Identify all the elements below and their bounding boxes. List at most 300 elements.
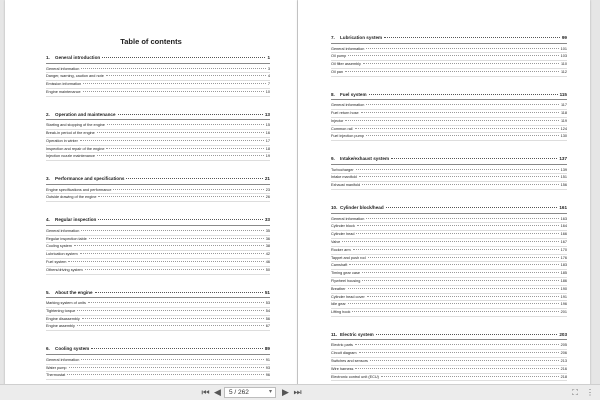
section-page-number: 89: [264, 346, 270, 352]
document-page-right: [298, 0, 590, 400]
entry-title: Lifting hook: [331, 310, 351, 315]
leader-dots: [81, 359, 263, 360]
toc-entry[interactable]: [46, 236, 270, 244]
leader-dots: [85, 269, 264, 270]
toc-entry[interactable]: [46, 194, 270, 202]
entry-page-number: 163: [560, 216, 567, 221]
leader-dots: [81, 68, 266, 69]
entry-title: Break-in period of the engine: [46, 130, 95, 135]
entry-page-number: 53: [265, 301, 270, 306]
leader-dots: [366, 218, 558, 219]
leader-dots: [391, 158, 557, 159]
entry-title: Marking system of units: [46, 301, 86, 306]
toc-entry[interactable]: [331, 53, 567, 61]
toc-section-heading[interactable]: [331, 156, 567, 162]
toc-entry[interactable]: [46, 81, 270, 89]
leader-dots: [77, 310, 263, 311]
entry-page-number: 124: [560, 126, 567, 131]
toc-section: [46, 217, 270, 274]
toc-section: [46, 176, 270, 202]
entry-title: Wire harness: [331, 366, 354, 371]
toc-section: [331, 92, 567, 141]
leader-dots: [118, 114, 263, 115]
entry-title: Starting and stopping of the engine: [46, 123, 105, 128]
entry-page-number: 156: [560, 183, 567, 188]
entry-title: Operation in winter: [46, 138, 78, 143]
toc-entry[interactable]: [46, 323, 270, 331]
toc-entry[interactable]: [331, 262, 567, 270]
entry-title: Electronic control unit (ECU): [331, 374, 379, 379]
toc-section-heading[interactable]: [46, 217, 270, 223]
toc-sections-right: [331, 35, 567, 396]
toc-entry[interactable]: [331, 358, 567, 366]
toc-section: [46, 346, 270, 380]
entry-page-number: 42: [265, 252, 270, 257]
section-number: 3.: [46, 176, 50, 182]
leader-dots: [126, 178, 262, 179]
toc-section: [46, 55, 270, 97]
toc-entry[interactable]: [331, 110, 567, 118]
leader-dots: [355, 128, 559, 129]
section-page-number: 33: [264, 217, 270, 223]
leader-dots: [348, 55, 558, 56]
leader-dots: [81, 230, 263, 231]
entry-title: Idle gear: [331, 302, 346, 307]
toc-section-heading[interactable]: [331, 205, 567, 211]
entry-page-number: 67: [265, 324, 270, 329]
entry-page-number: 38: [265, 244, 270, 249]
entry-page-number: 205: [560, 343, 567, 348]
entry-title: General information: [331, 216, 365, 221]
next-page-icon[interactable]: ▶: [282, 387, 289, 397]
entry-title: Outside drawing of the engine: [46, 195, 97, 200]
entry-page-number: 196: [560, 302, 567, 307]
leader-dots: [357, 225, 559, 226]
leader-dots: [370, 360, 559, 361]
leader-dots: [97, 132, 264, 133]
leader-dots: [83, 91, 264, 92]
section-title: Operation and maintenance: [55, 111, 116, 117]
section-title: About the engine: [55, 289, 93, 295]
entry-page-number: 151: [560, 175, 567, 180]
toc-entry[interactable]: [331, 182, 567, 190]
entry-page-number: 191: [560, 294, 567, 299]
toc-entry[interactable]: [331, 294, 567, 302]
entry-title: Cylinder block: [331, 224, 355, 229]
section-title: Intake/exhaust system: [340, 156, 390, 162]
toc-entry[interactable]: [46, 365, 270, 373]
entry-title: General information: [331, 46, 365, 51]
entry-page-number: 110: [560, 62, 567, 67]
leader-dots: [384, 37, 560, 38]
toc-section: [46, 290, 270, 332]
toc-entry[interactable]: [46, 308, 270, 316]
leader-dots: [67, 374, 264, 375]
leader-dots: [353, 249, 559, 250]
toc-entry[interactable]: [331, 167, 567, 175]
entry-title: General information: [46, 66, 80, 71]
entry-page-number: 190: [560, 286, 567, 291]
entry-page-number: 56: [265, 316, 270, 321]
entry-page-number: 18: [265, 146, 270, 151]
toc-section: [331, 332, 567, 381]
toc-title: Table of contents: [120, 37, 182, 46]
section-title: Lubrication system: [340, 35, 383, 40]
leader-dots: [363, 63, 559, 64]
section-page-number: 115: [559, 91, 567, 97]
entry-page-number: 170: [560, 247, 567, 252]
section-divider: [331, 99, 567, 100]
entry-page-number: 103: [560, 54, 567, 59]
leader-dots: [355, 368, 558, 369]
entry-title: Breather: [331, 286, 346, 291]
fullscreen-icon[interactable]: ⛶: [572, 388, 578, 397]
section-page-number: 51: [264, 289, 270, 295]
toc-section-heading[interactable]: [331, 92, 567, 98]
section-number: 2.: [46, 111, 50, 117]
entry-page-number: 93: [265, 365, 270, 370]
toc-section: [331, 156, 567, 190]
toc-section: [331, 35, 567, 77]
toc-entry[interactable]: [331, 133, 567, 141]
entry-page-number: 119: [560, 118, 567, 123]
toc-entry[interactable]: [331, 309, 567, 317]
section-divider: [46, 297, 270, 298]
leader-dots: [368, 257, 559, 258]
entry-page-number: 35: [265, 228, 270, 233]
entry-title: Engine specifications and performance: [46, 187, 112, 192]
entry-title: Water pump: [46, 365, 67, 370]
leader-dots: [366, 104, 559, 105]
entry-page-number: 117: [560, 103, 567, 108]
toc-entry[interactable]: [331, 366, 567, 374]
entry-page-number: 176: [560, 255, 567, 260]
leader-dots: [91, 348, 263, 349]
page-indicator: 5 / 262: [229, 389, 249, 396]
entry-page-number: 185: [560, 271, 567, 276]
leader-dots: [102, 57, 265, 58]
toc-entry[interactable]: [46, 243, 270, 251]
leader-dots: [366, 48, 558, 49]
toc-section: [46, 112, 270, 161]
entry-page-number: 166: [560, 232, 567, 237]
toc-section-heading[interactable]: [46, 176, 270, 182]
entry-page-number: 54: [265, 308, 270, 313]
toc-entry[interactable]: [46, 153, 270, 161]
section-number: 1.: [46, 55, 50, 60]
section-page-number: 203: [559, 331, 567, 337]
leader-dots: [349, 264, 558, 265]
entry-title: Cylinder head cover: [331, 294, 365, 299]
entry-title: Inspection and repair of the engine: [46, 146, 105, 151]
section-title: General introduction: [55, 55, 101, 60]
toc-entry[interactable]: [331, 223, 567, 231]
entry-page-number: 183: [560, 263, 567, 268]
leader-dots: [97, 155, 264, 156]
entry-page-number: 26: [265, 195, 270, 200]
section-divider: [331, 43, 567, 44]
section-divider: [46, 184, 270, 185]
section-divider: [46, 63, 270, 64]
toc-section-heading[interactable]: [46, 112, 270, 118]
section-number: 7.: [331, 35, 335, 40]
entry-title: Fuel injection pump: [331, 134, 364, 139]
entry-page-number: 201: [560, 310, 567, 315]
toc-section-heading[interactable]: [46, 290, 270, 296]
section-page-number: 1: [267, 55, 270, 60]
entry-page-number: 218: [560, 374, 567, 379]
toc-entry[interactable]: [46, 267, 270, 275]
entry-title: Fuel system: [46, 259, 67, 264]
leader-dots: [345, 120, 558, 121]
leader-dots: [356, 169, 559, 170]
entry-page-number: 164: [560, 224, 567, 229]
toc-entry[interactable]: [331, 126, 567, 134]
entry-page-number: 36: [265, 236, 270, 241]
section-page-number: 161: [559, 205, 567, 211]
toc-entry[interactable]: [331, 174, 567, 182]
last-page-icon[interactable]: ⏭: [293, 387, 302, 397]
section-page-number: 99: [561, 35, 567, 40]
toc-entry[interactable]: [331, 61, 567, 69]
leader-dots: [82, 318, 264, 319]
section-number: 9.: [331, 156, 335, 162]
entry-page-number: 17: [265, 138, 270, 143]
leader-dots: [381, 376, 559, 377]
toc-entry[interactable]: [331, 247, 567, 255]
entry-title: Thermostat: [46, 373, 66, 378]
entry-page-number: 216: [560, 366, 567, 371]
leader-dots: [342, 241, 558, 242]
leader-dots: [369, 94, 558, 95]
leader-dots: [359, 352, 559, 353]
entry-title: Oil filter assembly: [331, 62, 361, 67]
leader-dots: [376, 334, 558, 335]
entry-title: Switches and sensors: [331, 359, 368, 364]
entry-title: Intake manifold: [331, 175, 357, 180]
entry-page-number: 112: [560, 69, 567, 74]
leader-dots: [356, 233, 558, 234]
entry-title: Tightening torque: [46, 308, 76, 313]
leader-dots: [366, 135, 559, 136]
entry-title: Turbocharger: [331, 167, 354, 172]
entry-title: Oil pan: [331, 69, 344, 74]
section-title: Performance and specifications: [55, 176, 125, 182]
entry-title: Engine disassembly: [46, 316, 80, 321]
leader-dots: [89, 238, 264, 239]
section-title: Regular inspection: [55, 217, 97, 223]
toc-section: [331, 205, 567, 317]
leader-dots: [107, 124, 264, 125]
leader-dots: [69, 367, 264, 368]
section-number: 5.: [46, 289, 50, 295]
entry-title: Oil pump: [331, 54, 347, 59]
entry-title: General information: [46, 357, 80, 362]
viewer-toolbar: [0, 384, 600, 400]
entry-page-number: 10: [265, 89, 270, 94]
entry-page-number: 139: [560, 167, 567, 172]
leader-dots: [77, 325, 264, 326]
toc-entry[interactable]: [331, 374, 567, 382]
entry-title: Valve: [331, 239, 341, 244]
leader-dots: [113, 189, 263, 190]
toc-entry[interactable]: [331, 216, 567, 224]
section-title: Fuel system: [340, 91, 367, 97]
leader-dots: [106, 75, 266, 76]
section-number: 4.: [46, 217, 50, 223]
section-divider: [46, 225, 270, 226]
entry-page-number: 118: [560, 110, 567, 115]
leader-dots: [359, 176, 559, 177]
entry-title: Exhaust manifold: [331, 183, 361, 188]
entry-title: Flywheel housing: [331, 278, 361, 283]
entry-page-number: 101: [560, 46, 567, 51]
toc-entry[interactable]: [331, 255, 567, 263]
entry-title: Fuel return hose: [331, 110, 359, 115]
toc-entry[interactable]: [46, 228, 270, 236]
entry-title: Lubrication system: [46, 252, 78, 257]
section-page-number: 13: [264, 111, 270, 117]
leader-dots: [95, 292, 263, 293]
toc-entry[interactable]: [46, 130, 270, 138]
toc-entry[interactable]: [331, 270, 567, 278]
entry-title: General information: [46, 228, 80, 233]
toc-entry[interactable]: [331, 102, 567, 110]
entry-title: Engine maintenance: [46, 89, 81, 94]
toc-entry[interactable]: [46, 89, 270, 97]
entry-page-number: 206: [560, 351, 567, 356]
toc-entry[interactable]: [46, 66, 270, 74]
entry-page-number: 3: [267, 66, 270, 71]
leader-dots: [98, 196, 263, 197]
leader-dots: [106, 148, 263, 149]
leader-dots: [80, 253, 264, 254]
entry-title: Injection nozzle maintenance: [46, 154, 95, 159]
leader-dots: [83, 83, 266, 84]
section-number: 8.: [331, 91, 335, 97]
section-number: 10.: [331, 205, 338, 211]
entry-title: Electric parts: [331, 343, 353, 348]
document-page-left: [5, 0, 297, 400]
entry-title: Injector: [331, 118, 344, 123]
section-divider: [331, 164, 567, 165]
leader-dots: [362, 280, 558, 281]
menu-icon[interactable]: ⋮: [586, 388, 594, 397]
toc-entry[interactable]: [46, 138, 270, 146]
entry-page-number: 167: [560, 239, 567, 244]
entry-page-number: 96: [265, 373, 270, 378]
toc-entry[interactable]: [331, 239, 567, 247]
section-page-number: 21: [264, 176, 270, 182]
leader-dots: [68, 261, 263, 262]
entry-title: Tappet and push rod: [331, 255, 366, 260]
section-number: 6.: [46, 346, 50, 352]
toc-entry[interactable]: [331, 301, 567, 309]
section-divider: [46, 354, 270, 355]
toc-entry[interactable]: [46, 251, 270, 259]
leader-dots: [98, 219, 263, 220]
leader-dots: [80, 140, 264, 141]
entry-page-number: 50: [265, 267, 270, 272]
entry-page-number: 15: [265, 123, 270, 128]
entry-page-number: 213: [560, 359, 567, 364]
entry-title: Cooling system: [46, 244, 72, 249]
entry-title: Common rail: [331, 126, 353, 131]
toc-section-heading[interactable]: [331, 332, 567, 338]
leader-dots: [367, 296, 559, 297]
toc-section-heading[interactable]: [46, 55, 270, 61]
toc-section-heading[interactable]: [331, 35, 567, 41]
previous-page-icon[interactable]: ◀: [214, 387, 221, 397]
leader-dots: [348, 303, 559, 304]
toc-sections-left: [46, 55, 270, 395]
toc-entry[interactable]: [46, 122, 270, 130]
page-number-input[interactable]: [224, 387, 276, 398]
toc-entry[interactable]: [46, 372, 270, 380]
toc-entry[interactable]: [331, 286, 567, 294]
toc-entry[interactable]: [331, 342, 567, 350]
entry-title: Danger, warning, caution and note: [46, 74, 104, 79]
section-divider: [46, 119, 270, 120]
section-title: Cylinder block/head: [340, 205, 384, 211]
entry-page-number: 23: [265, 187, 270, 192]
entry-title: Emission information: [46, 82, 82, 87]
entry-page-number: 130: [560, 134, 567, 139]
leader-dots: [362, 184, 559, 185]
leader-dots: [88, 302, 264, 303]
section-page-number: 137: [559, 156, 567, 162]
entry-page-number: 16: [265, 130, 270, 135]
leader-dots: [355, 344, 559, 345]
toc-entry[interactable]: [331, 231, 567, 239]
toc-entry[interactable]: [331, 278, 567, 286]
toc-entry[interactable]: [46, 259, 270, 267]
leader-dots: [361, 112, 559, 113]
first-page-icon[interactable]: ⏮: [201, 387, 210, 397]
toc-entry[interactable]: [331, 350, 567, 358]
leader-dots: [345, 71, 559, 72]
toc-entry[interactable]: [331, 118, 567, 126]
entry-title: Timing gear case: [331, 271, 360, 276]
leader-dots: [74, 245, 264, 246]
entry-page-number: 91: [265, 357, 270, 362]
toc-entry[interactable]: [331, 69, 567, 77]
leader-dots: [352, 311, 558, 312]
toc-entry[interactable]: [46, 316, 270, 324]
toc-entry[interactable]: [46, 187, 270, 195]
entry-title: Rocker arm: [331, 247, 351, 252]
leader-dots: [362, 272, 559, 273]
section-title: Electric system: [340, 331, 374, 337]
entry-page-number: 19: [265, 154, 270, 159]
toc-section-heading[interactable]: [46, 346, 270, 352]
section-title: Cooling system: [55, 346, 90, 352]
toc-entry[interactable]: [46, 357, 270, 365]
entry-title: Circuit diagram: [331, 351, 357, 356]
entry-title: Cylinder head: [331, 232, 355, 237]
toc-entry[interactable]: [46, 146, 270, 154]
section-number: 11.: [331, 331, 338, 337]
entry-page-number: 7: [267, 82, 270, 87]
section-divider: [331, 339, 567, 340]
toc-entry[interactable]: [331, 46, 567, 54]
toc-entry[interactable]: [46, 300, 270, 308]
section-divider: [331, 213, 567, 214]
entry-title: Others/driving system: [46, 267, 83, 272]
entry-title: Engine assembly: [46, 324, 75, 329]
toc-entry[interactable]: [46, 73, 270, 81]
chevron-down-icon: ▾: [268, 389, 272, 395]
